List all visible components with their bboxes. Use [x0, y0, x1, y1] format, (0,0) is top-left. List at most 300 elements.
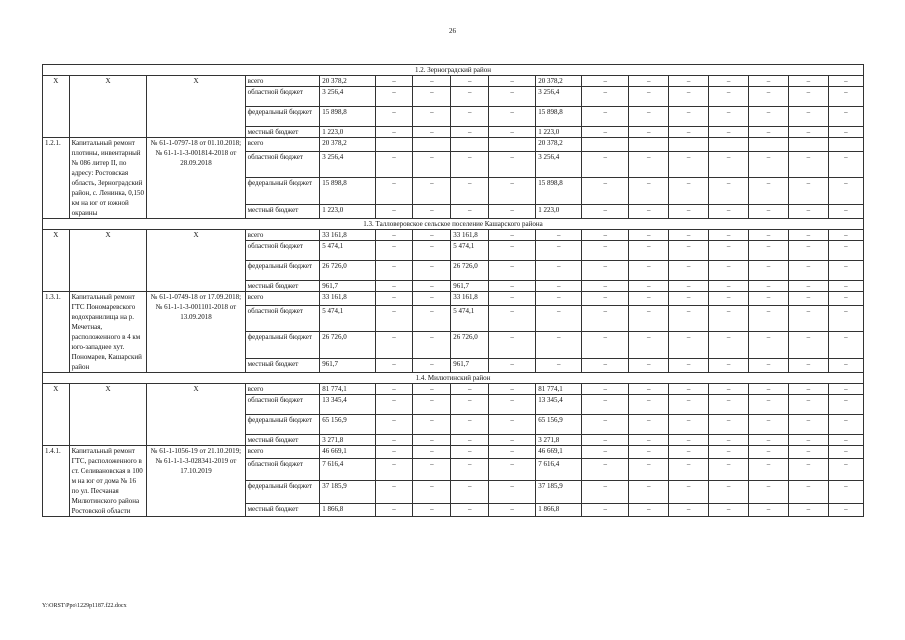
dash-cell: – — [709, 281, 749, 292]
empty-cell — [451, 138, 489, 152]
dash-cell: – — [582, 152, 629, 178]
dash-cell: – — [669, 384, 709, 395]
object-name: Капитальный ремонт ГТС, расположенного в ст. Селивановская в 100 м на юг от дома № 16 по ул. Песчаная Милютинского района Ростовской области — [69, 446, 147, 517]
dash-cell: – — [582, 384, 629, 395]
dash-cell: – — [749, 415, 789, 435]
dash-cell: – — [788, 241, 828, 261]
dash-cell: – — [709, 204, 749, 218]
dash-cell: – — [629, 178, 669, 204]
dash-cell: – — [709, 76, 749, 87]
section-title: 1.2. Зерноградский район — [43, 65, 864, 76]
empty-cell — [709, 138, 749, 152]
x-mark: Х — [43, 230, 70, 292]
dash-cell: – — [489, 76, 536, 87]
value-cell: 15 898,8 — [320, 178, 375, 204]
dash-cell: – — [749, 481, 789, 504]
dash-cell: – — [669, 458, 709, 481]
dash-cell: – — [629, 107, 669, 127]
dash-cell: – — [375, 458, 413, 481]
dash-cell: – — [413, 306, 451, 332]
dash-cell: – — [788, 332, 828, 358]
dash-cell: – — [709, 481, 749, 504]
budget-label: всего — [245, 292, 320, 306]
dash-cell: – — [375, 395, 413, 415]
dash-cell: – — [451, 76, 489, 87]
dash-cell: – — [629, 261, 669, 281]
dash-cell: – — [828, 204, 863, 218]
dash-cell: – — [828, 435, 863, 446]
empty-cell — [375, 138, 413, 152]
dash-cell: – — [629, 306, 669, 332]
dash-cell: – — [749, 395, 789, 415]
value-cell: 81 774,1 — [536, 384, 582, 395]
dash-cell: – — [451, 415, 489, 435]
budget-label: местный бюджет — [245, 127, 320, 138]
dash-cell: – — [451, 395, 489, 415]
dash-cell: – — [413, 435, 451, 446]
dash-cell: – — [582, 504, 629, 517]
dash-cell: – — [749, 435, 789, 446]
dash-cell: – — [451, 178, 489, 204]
dash-cell: – — [749, 178, 789, 204]
dash-cell: – — [582, 395, 629, 415]
section-title: 1.3. Талловеровское сельское поселение Кашарского района — [43, 219, 864, 230]
dash-cell: – — [582, 204, 629, 218]
dash-cell: – — [669, 127, 709, 138]
value-cell: 3 256,4 — [536, 87, 582, 107]
x-mark: Х — [69, 384, 147, 446]
dash-cell: – — [413, 415, 451, 435]
dash-cell: – — [536, 281, 582, 292]
page-number: 26 — [449, 27, 456, 35]
dash-cell: – — [489, 446, 536, 459]
value-cell: 26 726,0 — [320, 332, 375, 358]
dash-cell: – — [629, 281, 669, 292]
dash-cell: – — [788, 395, 828, 415]
value-cell: 37 185,9 — [320, 481, 375, 504]
dash-cell: – — [413, 332, 451, 358]
dash-cell: – — [709, 127, 749, 138]
dash-cell: – — [451, 152, 489, 178]
dash-cell: – — [828, 358, 863, 372]
dash-cell: – — [582, 306, 629, 332]
value-cell: 7 616,4 — [320, 458, 375, 481]
dash-cell: – — [749, 458, 789, 481]
dash-cell: – — [669, 178, 709, 204]
dash-cell: – — [629, 204, 669, 218]
dash-cell: – — [536, 292, 582, 306]
dash-cell: – — [749, 261, 789, 281]
dash-cell: – — [582, 281, 629, 292]
dash-cell: – — [451, 384, 489, 395]
object-document: № 61-1-1056-19 от 21.10.2019; № 61-1-1-3-028341-2019 от 17.10.2019 — [147, 446, 245, 517]
object-name: Капитальный ремонт ГТС Пономаревского водохранилища на р. Мечетная, расположенного в 4 км юго-западнее хут. Пономарев, Кашарский район — [69, 292, 147, 373]
dash-cell: – — [669, 504, 709, 517]
dash-cell: – — [413, 107, 451, 127]
dash-cell: – — [709, 435, 749, 446]
value-cell: 33 161,8 — [320, 230, 375, 241]
value-cell: 961,7 — [320, 358, 375, 372]
dash-cell: – — [582, 481, 629, 504]
dash-cell: – — [669, 435, 709, 446]
dash-cell: – — [582, 458, 629, 481]
dash-cell: – — [413, 230, 451, 241]
dash-cell: – — [536, 332, 582, 358]
value-cell: 15 898,8 — [536, 107, 582, 127]
dash-cell: – — [709, 241, 749, 261]
budget-label: всего — [245, 446, 320, 459]
budget-label: местный бюджет — [245, 504, 320, 517]
value-cell: 1 223,0 — [536, 204, 582, 218]
dash-cell: – — [489, 332, 536, 358]
value-cell: 81 774,1 — [320, 384, 375, 395]
dash-cell: – — [413, 504, 451, 517]
dash-cell: – — [375, 230, 413, 241]
dash-cell: – — [669, 332, 709, 358]
dash-cell: – — [828, 281, 863, 292]
dash-cell: – — [788, 261, 828, 281]
dash-cell: – — [413, 87, 451, 107]
dash-cell: – — [749, 504, 789, 517]
dash-cell: – — [629, 446, 669, 459]
dash-cell: – — [749, 204, 789, 218]
dash-cell: – — [489, 230, 536, 241]
object-document: № 61-1-0797-18 от 01.10.2018; № 61-1-1-3-001814-2018 от 28.09.2018 — [147, 138, 245, 219]
dash-cell: – — [828, 292, 863, 306]
value-cell: 5 474,1 — [451, 306, 489, 332]
dash-cell: – — [451, 107, 489, 127]
dash-cell: – — [413, 358, 451, 372]
dash-cell: – — [375, 435, 413, 446]
dash-cell: – — [489, 292, 536, 306]
dash-cell: – — [788, 306, 828, 332]
value-cell: 65 156,9 — [320, 415, 375, 435]
dash-cell: – — [669, 292, 709, 306]
dash-cell: – — [582, 87, 629, 107]
footer-file-path: Y:\ORST\Ppo\1229p1187.f22.docx — [42, 603, 127, 609]
dash-cell: – — [629, 152, 669, 178]
dash-cell: – — [749, 241, 789, 261]
dash-cell: – — [489, 415, 536, 435]
dash-cell: – — [788, 107, 828, 127]
dash-cell: – — [375, 332, 413, 358]
dash-cell: – — [669, 261, 709, 281]
dash-cell: – — [489, 306, 536, 332]
dash-cell: – — [489, 152, 536, 178]
value-cell: 961,7 — [451, 281, 489, 292]
x-mark: Х — [147, 76, 245, 138]
budget-label: федеральный бюджет — [245, 107, 320, 127]
dash-cell: – — [536, 241, 582, 261]
value-cell: 33 161,8 — [320, 292, 375, 306]
dash-cell: – — [669, 415, 709, 435]
dash-cell: – — [828, 230, 863, 241]
budget-table — [42, 64, 864, 517]
dash-cell: – — [788, 230, 828, 241]
dash-cell: – — [629, 127, 669, 138]
dash-cell: – — [451, 446, 489, 459]
dash-cell: – — [669, 306, 709, 332]
dash-cell: – — [629, 384, 669, 395]
dash-cell: – — [489, 204, 536, 218]
dash-cell: – — [788, 292, 828, 306]
dash-cell: – — [669, 107, 709, 127]
x-mark: Х — [147, 230, 245, 292]
empty-cell — [489, 138, 536, 152]
value-cell: 961,7 — [451, 358, 489, 372]
dash-cell: – — [709, 458, 749, 481]
dash-cell: – — [629, 87, 669, 107]
object-name: Капитальный ремонт плотины, инвентарный № 086 литер II, по адресу: Ростовская область, Зерноградский район, с. Ленинка, 0,150 км на юг от южной окраины — [69, 138, 147, 219]
dash-cell: – — [375, 306, 413, 332]
value-cell: 15 898,8 — [536, 178, 582, 204]
dash-cell: – — [375, 358, 413, 372]
value-cell: 26 726,0 — [451, 332, 489, 358]
object-number: 1.4.1. — [43, 446, 70, 517]
dash-cell: – — [582, 446, 629, 459]
dash-cell: – — [582, 435, 629, 446]
dash-cell: – — [669, 358, 709, 372]
dash-cell: – — [629, 458, 669, 481]
dash-cell: – — [375, 76, 413, 87]
dash-cell: – — [582, 261, 629, 281]
budget-label: областной бюджет — [245, 395, 320, 415]
dash-cell: – — [669, 230, 709, 241]
value-cell: 33 161,8 — [451, 292, 489, 306]
dash-cell: – — [749, 76, 789, 87]
dash-cell: – — [489, 384, 536, 395]
value-cell: 1 223,0 — [536, 127, 582, 138]
dash-cell: – — [788, 358, 828, 372]
value-cell: 26 726,0 — [320, 261, 375, 281]
dash-cell: – — [536, 261, 582, 281]
dash-cell: – — [788, 481, 828, 504]
value-cell: 1 866,8 — [320, 504, 375, 517]
dash-cell: – — [709, 384, 749, 395]
dash-cell: – — [413, 127, 451, 138]
value-cell: 20 378,2 — [536, 76, 582, 87]
empty-cell — [788, 138, 828, 152]
value-cell: 26 726,0 — [451, 261, 489, 281]
budget-label: областной бюджет — [245, 458, 320, 481]
empty-cell — [669, 138, 709, 152]
budget-label: местный бюджет — [245, 281, 320, 292]
dash-cell: – — [788, 127, 828, 138]
empty-cell — [582, 138, 629, 152]
dash-cell: – — [828, 446, 863, 459]
dash-cell: – — [451, 458, 489, 481]
dash-cell: – — [788, 152, 828, 178]
value-cell: 65 156,9 — [536, 415, 582, 435]
value-cell: 3 271,8 — [320, 435, 375, 446]
dash-cell: – — [709, 504, 749, 517]
dash-cell: – — [669, 87, 709, 107]
dash-cell: – — [828, 384, 863, 395]
value-cell: 20 378,2 — [536, 138, 582, 152]
empty-cell — [749, 138, 789, 152]
empty-cell — [413, 138, 451, 152]
budget-label: федеральный бюджет — [245, 332, 320, 358]
dash-cell: – — [669, 241, 709, 261]
value-cell: 3 256,4 — [320, 87, 375, 107]
budget-label: областной бюджет — [245, 152, 320, 178]
dash-cell: – — [749, 292, 789, 306]
dash-cell: – — [582, 415, 629, 435]
dash-cell: – — [828, 332, 863, 358]
dash-cell: – — [828, 127, 863, 138]
dash-cell: – — [536, 230, 582, 241]
dash-cell: – — [788, 87, 828, 107]
dash-cell: – — [709, 358, 749, 372]
dash-cell: – — [489, 107, 536, 127]
value-cell: 1 866,8 — [536, 504, 582, 517]
dash-cell: – — [709, 292, 749, 306]
dash-cell: – — [669, 395, 709, 415]
x-mark: Х — [147, 384, 245, 446]
dash-cell: – — [413, 481, 451, 504]
value-cell: 15 898,8 — [320, 107, 375, 127]
value-cell: 3 271,8 — [536, 435, 582, 446]
dash-cell: – — [749, 107, 789, 127]
value-cell: 5 474,1 — [320, 241, 375, 261]
dash-cell: – — [669, 204, 709, 218]
dash-cell: – — [375, 292, 413, 306]
dash-cell: – — [629, 332, 669, 358]
object-document: № 61-1-0749-18 от 17.09.2018; № 61-1-1-3-001101-2018 от 13.09.2018 — [147, 292, 245, 373]
dash-cell: – — [749, 384, 789, 395]
dash-cell: – — [582, 241, 629, 261]
value-cell: 13 345,4 — [320, 395, 375, 415]
budget-label: всего — [245, 384, 320, 395]
dash-cell: – — [828, 261, 863, 281]
dash-cell: – — [629, 504, 669, 517]
value-cell: 7 616,4 — [536, 458, 582, 481]
empty-cell — [828, 138, 863, 152]
dash-cell: – — [582, 230, 629, 241]
dash-cell: – — [709, 107, 749, 127]
dash-cell: – — [413, 281, 451, 292]
dash-cell: – — [788, 76, 828, 87]
dash-cell: – — [489, 87, 536, 107]
budget-label: всего — [245, 138, 320, 152]
dash-cell: – — [413, 261, 451, 281]
budget-label: федеральный бюджет — [245, 481, 320, 504]
dash-cell: – — [828, 87, 863, 107]
dash-cell: – — [749, 87, 789, 107]
value-cell: 20 378,2 — [320, 138, 375, 152]
value-cell: 1 223,0 — [320, 127, 375, 138]
dash-cell: – — [828, 241, 863, 261]
dash-cell: – — [536, 358, 582, 372]
dash-cell: – — [788, 384, 828, 395]
dash-cell: – — [489, 178, 536, 204]
section-title: 1.4. Милютинский район — [43, 373, 864, 384]
dash-cell: – — [749, 332, 789, 358]
dash-cell: – — [451, 435, 489, 446]
dash-cell: – — [451, 87, 489, 107]
budget-label: всего — [245, 230, 320, 241]
x-mark: Х — [69, 76, 147, 138]
dash-cell: – — [669, 76, 709, 87]
empty-cell — [629, 138, 669, 152]
dash-cell: – — [451, 127, 489, 138]
dash-cell: – — [669, 446, 709, 459]
dash-cell: – — [413, 178, 451, 204]
dash-cell: – — [375, 107, 413, 127]
dash-cell: – — [788, 458, 828, 481]
value-cell: 5 474,1 — [451, 241, 489, 261]
x-mark: Х — [43, 76, 70, 138]
dash-cell: – — [749, 281, 789, 292]
dash-cell: – — [828, 76, 863, 87]
dash-cell: – — [489, 504, 536, 517]
dash-cell: – — [629, 241, 669, 261]
dash-cell: – — [709, 306, 749, 332]
value-cell: 3 256,4 — [320, 152, 375, 178]
dash-cell: – — [375, 281, 413, 292]
dash-cell: – — [749, 358, 789, 372]
dash-cell: – — [629, 230, 669, 241]
dash-cell: – — [629, 76, 669, 87]
dash-cell: – — [828, 458, 863, 481]
value-cell: 1 223,0 — [320, 204, 375, 218]
x-mark: Х — [69, 230, 147, 292]
dash-cell: – — [709, 152, 749, 178]
dash-cell: – — [375, 87, 413, 107]
dash-cell: – — [489, 395, 536, 415]
dash-cell: – — [413, 241, 451, 261]
budget-label: федеральный бюджет — [245, 261, 320, 281]
dash-cell: – — [375, 178, 413, 204]
dash-cell: – — [828, 415, 863, 435]
dash-cell: – — [582, 358, 629, 372]
dash-cell: – — [669, 152, 709, 178]
dash-cell: – — [828, 306, 863, 332]
dash-cell: – — [489, 481, 536, 504]
dash-cell: – — [582, 76, 629, 87]
dash-cell: – — [788, 415, 828, 435]
value-cell: 33 161,8 — [451, 230, 489, 241]
budget-label: местный бюджет — [245, 358, 320, 372]
dash-cell: – — [375, 415, 413, 435]
dash-cell: – — [788, 204, 828, 218]
dash-cell: – — [413, 152, 451, 178]
dash-cell: – — [709, 446, 749, 459]
dash-cell: – — [413, 76, 451, 87]
dash-cell: – — [413, 292, 451, 306]
dash-cell: – — [536, 306, 582, 332]
dash-cell: – — [489, 435, 536, 446]
dash-cell: – — [375, 384, 413, 395]
budget-label: федеральный бюджет — [245, 415, 320, 435]
dash-cell: – — [375, 261, 413, 281]
value-cell: 13 345,4 — [536, 395, 582, 415]
dash-cell: – — [749, 446, 789, 459]
dash-cell: – — [709, 178, 749, 204]
dash-cell: – — [749, 306, 789, 332]
dash-cell: – — [413, 395, 451, 415]
dash-cell: – — [788, 504, 828, 517]
value-cell: 46 669,1 — [536, 446, 582, 459]
dash-cell: – — [451, 204, 489, 218]
dash-cell: – — [788, 281, 828, 292]
dash-cell: – — [489, 458, 536, 481]
dash-cell: – — [629, 292, 669, 306]
value-cell: 961,7 — [320, 281, 375, 292]
dash-cell: – — [582, 178, 629, 204]
budget-label: федеральный бюджет — [245, 178, 320, 204]
dash-cell: – — [828, 504, 863, 517]
